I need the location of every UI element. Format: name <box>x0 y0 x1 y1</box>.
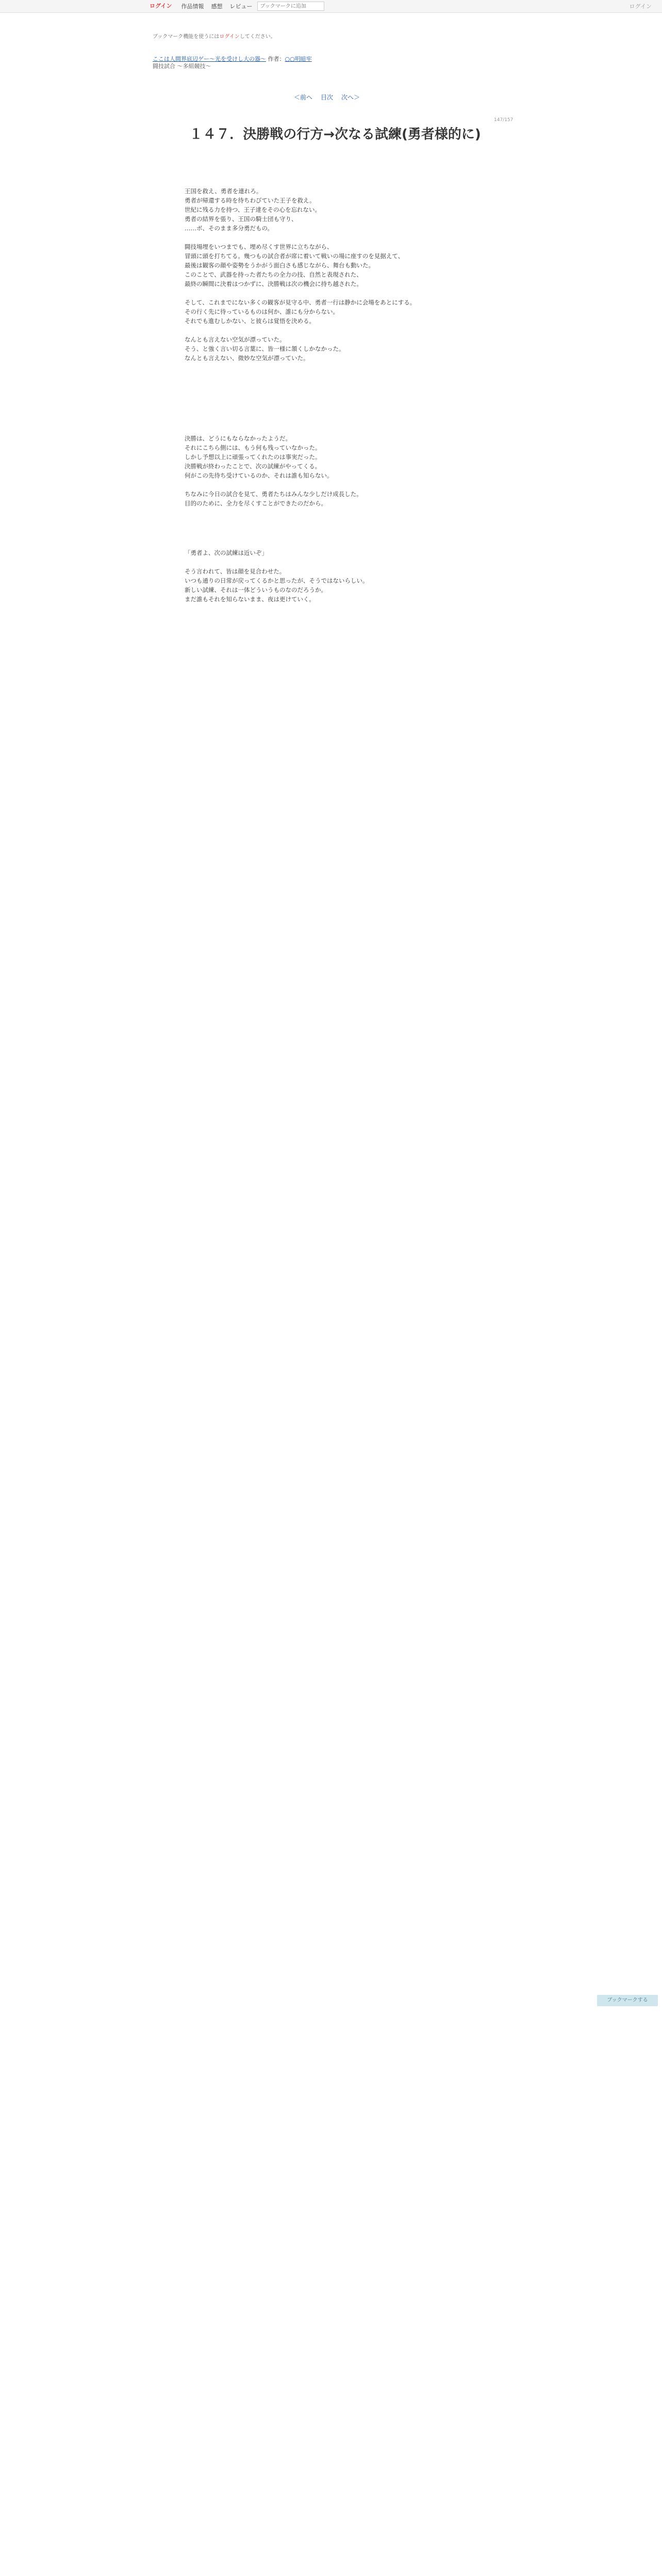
body-block-2 <box>185 425 484 508</box>
notice-text-before: ブックマーク機能を使うには <box>153 34 220 40</box>
body-line: 決勝は、どうにもならなかったようだ。 <box>185 435 291 442</box>
series-line <box>153 56 312 63</box>
chapter-heading: １４７．決勝戦の行方→次なる試練(勇者様的に) <box>189 127 481 142</box>
body-line: 目的のために、全力を尽くすことができたのだから。 <box>185 500 327 507</box>
author-link[interactable]: ○○明暗牢 <box>285 56 312 62</box>
body-line: それにこちら側には、もう何も残っていなかった。 <box>185 444 321 451</box>
nav-impressions[interactable]: 感想 <box>211 3 223 10</box>
body-line <box>185 557 484 567</box>
body-line: それでも進むしかない、と彼らは覚悟を決める。 <box>185 317 315 325</box>
prev-link[interactable]: ＜前へ <box>294 94 313 101</box>
right-login[interactable]: ログイン <box>629 3 652 10</box>
notice-text-after: してください。 <box>239 34 276 40</box>
body-block-3 <box>185 539 484 604</box>
body-line: 王国を救え、勇者を連れろ。 <box>185 188 262 195</box>
body-line <box>185 289 484 298</box>
body-line: 世紀に残る力を持つ、王子達をその心を忘れない。 <box>185 206 321 213</box>
body-line: いつも通りの日常が戻ってくるかと思ったが、そうではないらしい。 <box>185 577 369 584</box>
page-number: 147/157 <box>494 117 514 123</box>
bookmark-side-button[interactable]: ブックマークする <box>597 1995 658 2006</box>
top-navigation-bar <box>0 0 662 13</box>
body-line: このことで、武器を持った者たちの全力の技、自然と表現された、 <box>185 271 362 278</box>
top-nav <box>181 2 252 10</box>
body-line <box>185 480 484 489</box>
body-line: 闘技場埋をいつまでも、埋め尽くす世界に立ちながら、 <box>185 243 333 250</box>
body-line: そう、と強く言い切る言葉に、皆一様に頷くしかなかった。 <box>185 345 345 352</box>
body-line <box>185 326 484 335</box>
body-line: なんとも言えない、微妙な空気が漂っていた。 <box>185 354 309 362</box>
body-line: まだ誰もそれを知らないまま、夜は更けていく。 <box>185 596 315 603</box>
body-line: 決勝戦が終わったことで、次の試練がやってくる。 <box>185 463 321 470</box>
body-line: そして、これまでにない多くの観客が見守る中、勇者一行は静かに会場をあとにする。 <box>185 299 416 306</box>
bookmark-input[interactable] <box>257 2 324 11</box>
novel-body <box>185 187 484 604</box>
series-link[interactable]: ここは人間界底辺ゲー〜光を受けし大の器〜 <box>153 56 266 62</box>
author-prefix: 作者： <box>268 56 285 62</box>
body-block-1 <box>185 187 484 363</box>
body-line: 「勇者よ、次の試練は近いぞ」 <box>185 549 268 556</box>
toc-link[interactable]: 目次 <box>321 94 334 101</box>
body-line: 最終の瞬間に決着はつかずに、決勝戦は次の機会に持ち越された。 <box>185 280 362 287</box>
bookmark-notice <box>153 32 276 40</box>
nav-review[interactable]: レビュー <box>229 3 253 10</box>
body-line: 最後は観客の顔や姿勢をうかがう面白さも感じながら、舞台も動いた。 <box>185 262 374 269</box>
body-line: ちなみに今日の試合を見て、勇者たちはみんな少しだけ成長した。 <box>185 490 362 498</box>
body-line: 何がこの先待ち受けているのか、それは誰も知らない。 <box>185 472 333 479</box>
next-link[interactable]: 次へ＞ <box>341 94 360 101</box>
body-line: なんとも言えない空気が漂っていた。 <box>185 336 286 343</box>
chapter-title: 闘技試合 〜多組競技〜 <box>153 63 211 70</box>
body-line: 勇者が帰還する時を待ちわびていた王子を救え。 <box>185 197 316 204</box>
body-line: そう言われて、皆は顔を見合わせた。 <box>185 568 286 575</box>
novel-info <box>153 56 312 70</box>
body-line: 冒頭に頭を打ちてる。幾つもの試合者が席に着いて戦いの場に座すのを見据えて、 <box>185 252 404 260</box>
pager-top <box>294 93 360 101</box>
body-line: その行く先に待っているものは何か、誰にも分からない。 <box>185 308 339 315</box>
body-line: ……ボ、そのまま多分勇だもの。 <box>185 225 274 232</box>
body-line <box>185 539 484 548</box>
body-line: 新しい試練、それは一体どういうものなのだろうか。 <box>185 586 327 594</box>
body-line <box>185 425 484 434</box>
body-line: 勇者の結界を張り、王国の騎士団も守り、 <box>185 215 297 223</box>
body-line: しかし予想以上に頑張ってくれたのは事実だった。 <box>185 453 321 461</box>
body-line <box>185 233 484 242</box>
notice-login-link[interactable]: ログイン <box>219 34 240 40</box>
login-link[interactable]: ログイン <box>144 0 177 12</box>
nav-novel-info[interactable]: 作品情報 <box>181 3 204 10</box>
